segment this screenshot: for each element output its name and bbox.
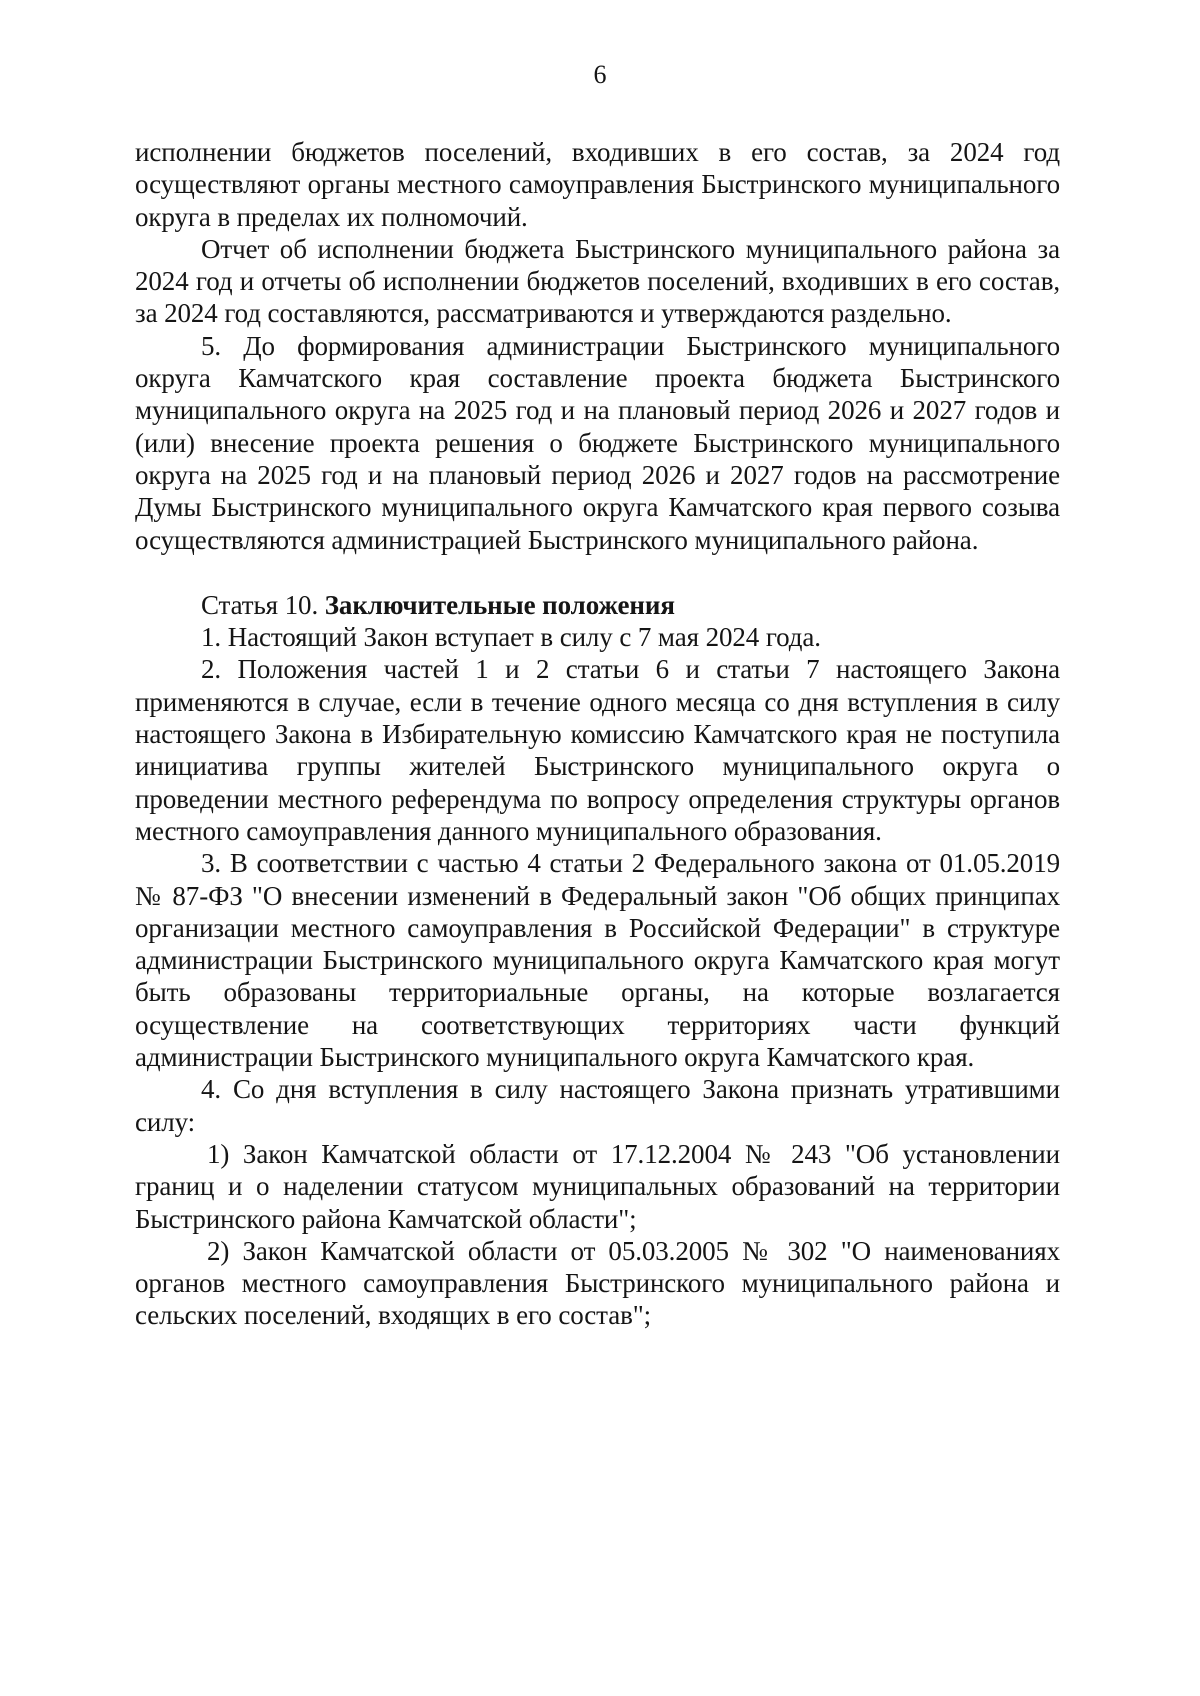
article-heading <box>135 589 1060 621</box>
paragraph-article-item-2: 2. Положения частей 1 и 2 статьи 6 и статьи 7 настоящего Закона применяются в случае, если в течение одного месяца со дня вступления в силу настоящего Закона в Избирательную комиссию Камчатского края не поступила инициатива группы жителей Быстринского муниципального округа о проведении местного референдума по вопросу определения структуры органов местного самоуправления данного муниципального образования. <box>135 654 1060 846</box>
paragraph-article-item-3: 3. В соответствии с частью 4 статьи 2 Федерального закона от 01.05.2019 № 87-ФЗ "О внесении изменений в Федеральный закон "Об общих принципах организации местного самоуправления в Российской Федерации" в структуре администрации Быстринского муниципального округа Камчатского края могут быть образованы территориальные органы, на которые возлагается осуществление на соответствующих территориях части функций администрации Быстринского муниципального округа Камчатского края. <box>135 848 1060 1073</box>
sub-item-1: 1) Закон Камчатской области от 17.12.2004 № 243 "Об установлении границ и о наделении статусом муниципальных образований на территории Быстринского района Камчатской области"; <box>135 1138 1060 1234</box>
document-body <box>135 136 1060 1332</box>
sub-item-2: 2) Закон Камчатской области от 05.03.2005 № 302 "О наименованиях органов местного самоуправления Быстринского муниципального района и сельских поселений, входящих в его состав"; <box>135 1235 1060 1331</box>
paragraph-budget-report: Отчет об исполнении бюджета Быстринского муниципального района за 2024 год и отчеты об исполнении бюджетов поселений, входивших в его состав, за 2024 год составляются, рассматриваются и утверждаются раздельно. <box>135 233 1060 329</box>
article-title: Заключительные положения <box>324 589 675 620</box>
paragraph-item-5: 5. До формирования администрации Быстринского муниципального округа Камчатского края составление проекта бюджета Быстринского муниципального округа на 2025 год и на плановый период 2026 и 2027 годов и (или) внесение проекта решения о бюджете Быстринского муниципального округа на 2025 год и на плановый период 2026 и 2027 годов на рассмотрение Думы Быстринского муниципального округа Камчатского края первого созыва осуществляются администрацией Быстринского муниципального района. <box>135 330 1060 555</box>
paragraph-article-item-1: 1. Настоящий Закон вступает в силу с 7 мая 2024 года. <box>201 622 821 653</box>
page-number: 6 <box>593 60 607 89</box>
paragraph-continuation: исполнении бюджетов поселений, входивших в его состав, за 2024 год осуществляют органы местного самоуправления Быстринского муниципального округа в пределах их полномочий. <box>135 137 1060 232</box>
article-label: Статья 10. <box>201 589 319 620</box>
paragraph-article-item-4: 4. Со дня вступления в силу настоящего Закона признать утратившими силу: <box>135 1074 1060 1137</box>
